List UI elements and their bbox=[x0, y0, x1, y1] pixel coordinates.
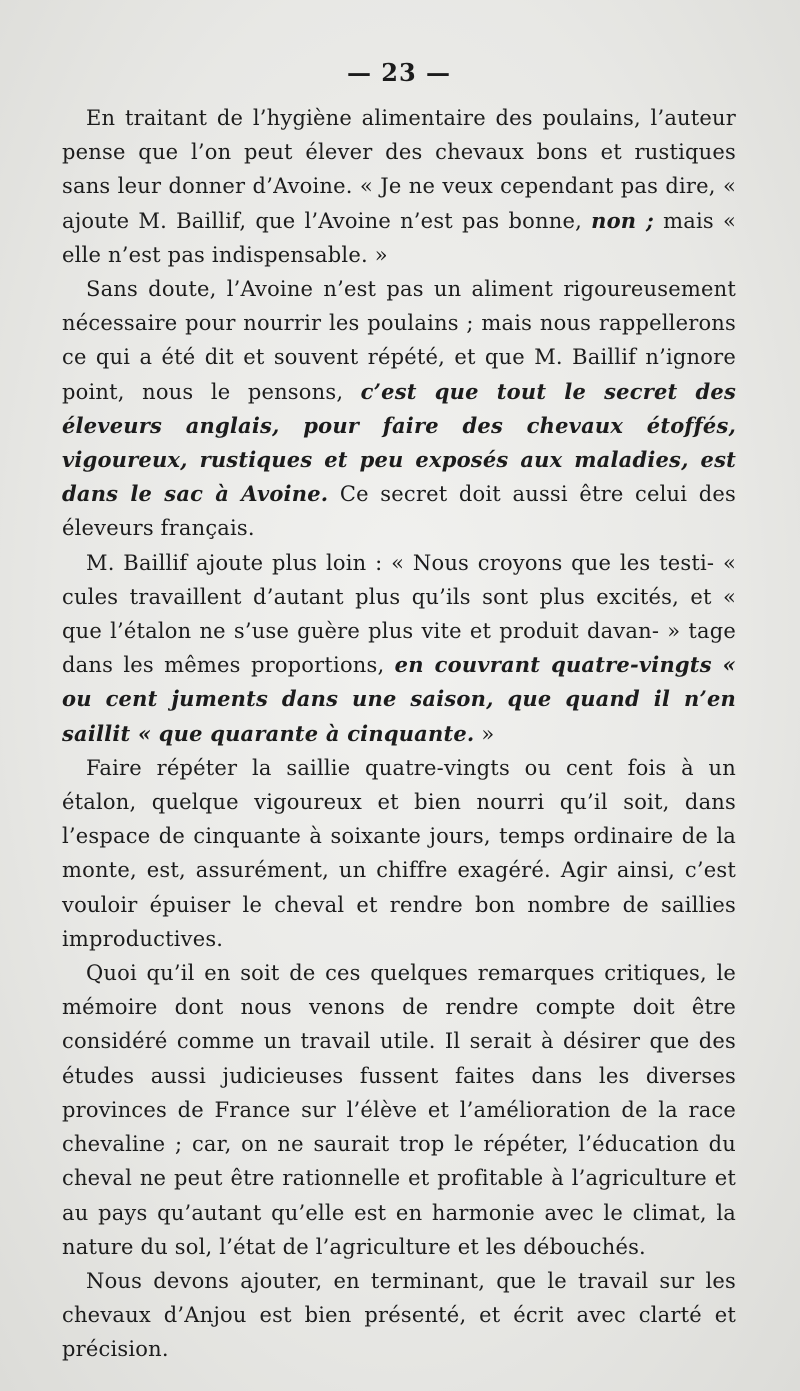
italic-segment: en couvrant quatre-vingts « ou cent juments dans une saison, que quand il n’en saillit « que quarante à cinquante. bbox=[62, 652, 736, 746]
paragraph-baillif-quote bbox=[62, 546, 736, 751]
text-segment: Ce secret doit aussi être celui des éleveurs français. bbox=[62, 482, 737, 541]
text-segment: Nous devons ajouter, en terminant, que le travail sur les chevaux d’Anjou est bien présenté, et écrit avec clarté et précision. bbox=[62, 1268, 736, 1362]
paragraph-conclusion bbox=[62, 956, 736, 1264]
page-number: — 23 — bbox=[346, 58, 452, 87]
paragraph-hygiene bbox=[62, 101, 736, 272]
italic-segment: c’est que tout le secret des éleveurs anglais, pour faire des chevaux étoffés, vigoureux, rustiques et peu exposés aux maladies, est dans le sac à Avoine. bbox=[62, 378, 736, 507]
text-segment: Sans doute, l’Avoine n’est pas un aliment rigoureusement nécessaire pour nourrir les poulains ; mais nous rappellerons ce qui a été dit et souvent répété, et que M. Baillif n’ignore point, nous le pensons, bbox=[62, 277, 736, 404]
paragraph-avoine bbox=[62, 272, 736, 546]
text-segment: En traitant de l’hygiène alimentaire des poulains, l’auteur pense que l’on peut élever des chevaux bons et rustiques sans leur donner d’Avoine. « Je ne veux cependant pas dire, « ajoute M. Baillif, que l’Avoine n’est pas bonne, bbox=[62, 106, 736, 233]
italic-segment: non ; bbox=[591, 207, 654, 233]
text-segment: Faire répéter la saillie quatre-vingts ou cent fois à un étalon, quelque vigoureux et bien nourri qu’il soit, dans l’espace de cinquante à soixante jours, temps ordinaire de la monte, est, assurément, un chiffre exagéré. Agir ainsi, c’est vouloir épuiser le cheval et rendre bon nombre de saillies improductives. bbox=[62, 755, 736, 951]
text-segment: M. Baillif ajoute plus loin : « Nous croyons que les testi- « cules travaillent d’autant plus qu’ils sont plus excités, et « que l’étalon ne s’use guère plus vite et produit davan- » tage dans les mêmes proportions, bbox=[62, 550, 736, 678]
text-segment: » bbox=[474, 721, 495, 746]
body-text bbox=[62, 101, 736, 1367]
text-segment: Quoi qu’il en soit de ces quelques remarques critiques, le mémoire dont nous venons de rendre compte doit être considéré comme un travail utile. Il serait à désirer que des études aussi judicieuses fussent faites dans les diverses provinces de France sur l’élève et l’amélioration de la race chevaline ; car, on ne saurait trop le répéter, l’éducation du cheval ne peut être rationnelle et profitable à l’agriculture et au pays qu’autant qu’elle est en harmonie avec le climat, la nature du sol, l’état de l’agriculture et les débouchés. bbox=[62, 961, 736, 1259]
text-segment: mais « elle n’est pas indispensable. » bbox=[62, 208, 737, 267]
paragraph-closing bbox=[62, 1264, 736, 1367]
paragraph-saillie bbox=[62, 751, 736, 956]
